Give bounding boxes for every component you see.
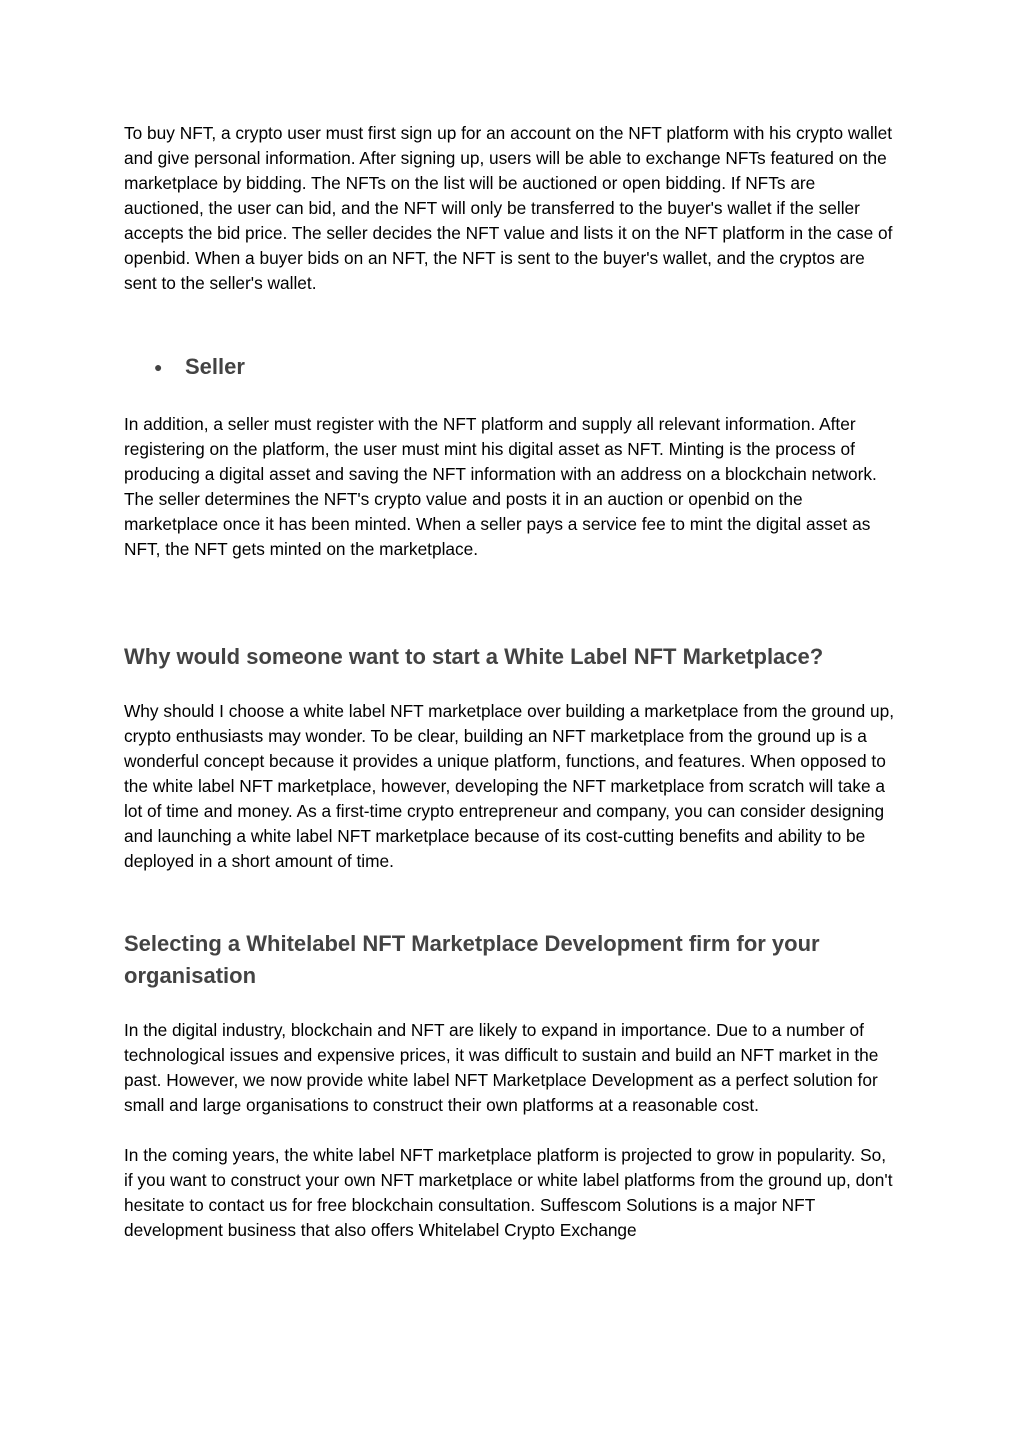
heading-why-white-label: Why would someone want to start a White Label NFT Marketplace?	[124, 644, 824, 669]
bullet-seller-title: Seller	[185, 354, 245, 379]
paragraph-buying-nft: To buy NFT, a crypto user must first sign up for an account on the NFT platform with his crypto wallet and give personal information. After signing up, users will be able to exchange NFTs featured on the marketplace by bidding. The NFTs on the list will be auctioned or open bidding. If NFTs are auctioned, the user can bid, and the NFT will only be transferred to the buyer's wallet if the seller accepts the bid price. The seller decides the NFT value and lists it on the NFT platform in the case of openbid. When a buyer bids on an NFT, the NFT is sent to the buyer's wallet, and the cryptos are sent to the seller's wallet.	[124, 123, 893, 293]
bullet-dot-icon: ●	[154, 359, 163, 375]
document-page	[124, 121, 899, 1243]
paragraph-why-white-label: Why should I choose a white label NFT marketplace over building a marketplace from the ground up, crypto enthusiasts may wonder. To be clear, building an NFT marketplace from the ground up is a wonderful concept because it provides a unique platform, functions, and features. When opposed to the white label NFT marketplace, however, developing the NFT marketplace from scratch will take a lot of time and money. As a first-time crypto entrepreneur and company, you can consider designing and launching a white label NFT marketplace because of its cost-cutting benefits and ability to be deployed in a short amount of time.	[124, 701, 895, 871]
paragraph-selecting-firm-1: In the digital industry, blockchain and NFT are likely to expand in importance. Due to a number of technological issues and expensive prices, it was difficult to sustain and build an NFT market in the past. However, we now provide white label NFT Marketplace Development as a perfect solution for small and large organisations to construct their own platforms at a reasonable cost.	[124, 1020, 879, 1115]
bullet-seller	[154, 352, 899, 382]
paragraph-seller: In addition, a seller must register with the NFT platform and supply all relevant information. After registering on the platform, the user must mint his digital asset as NFT. Minting is the process of producing a digital asset and saving the NFT information with an address on a blockchain network. The seller determines the NFT's crypto value and posts it in an auction or openbid on the marketplace once it has been minted. When a seller pays a service fee to mint the digital asset as NFT, the NFT gets minted on the marketplace.	[124, 414, 877, 559]
paragraph-selecting-firm-2: In the coming years, the white label NFT marketplace platform is projected to grow in popularity. So, if you want to construct your own NFT marketplace or white label platforms from the ground up, don't hesitate to contact us for free blockchain consultation. Suffescom Solutions is a major NFT development business that also offers Whitelabel Crypto Exchange	[124, 1145, 893, 1240]
heading-selecting-firm: Selecting a Whitelabel NFT Marketplace Development firm for your organisation	[124, 931, 820, 988]
